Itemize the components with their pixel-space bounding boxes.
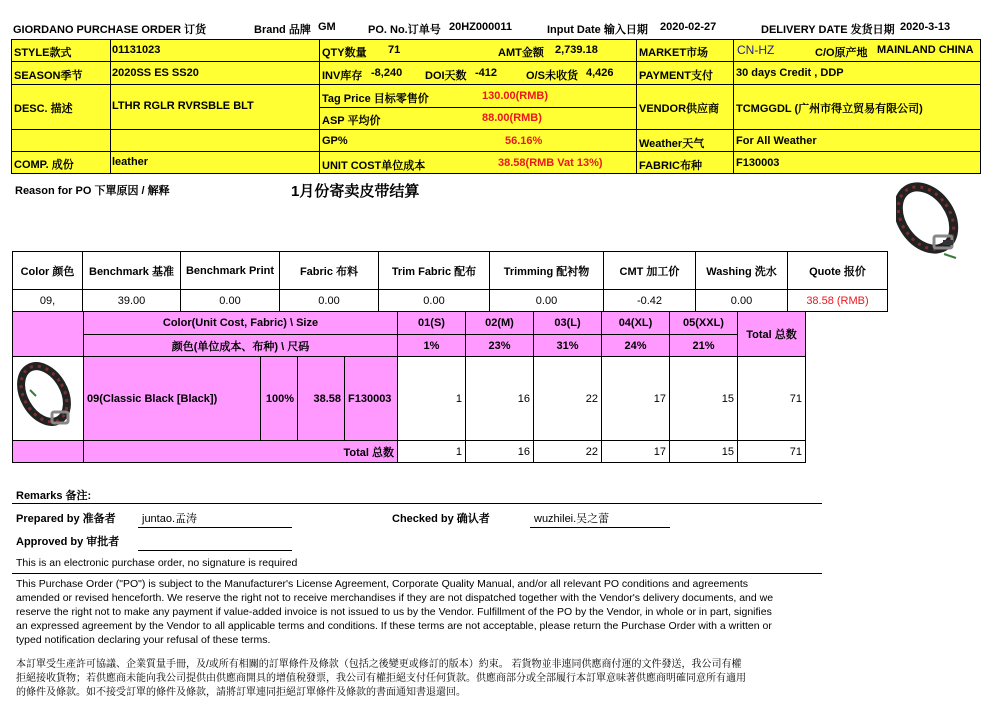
- grand-total: 71: [738, 441, 806, 463]
- doi-value: -412: [475, 67, 498, 79]
- bm-quote: 38.58 (RMB): [788, 290, 888, 312]
- season-value: 2020SS ES SS20: [112, 67, 199, 79]
- reason-value: 1月份寄卖皮带结算: [291, 183, 420, 200]
- row-fabric: F130003: [345, 357, 398, 441]
- row-product-thumbnail: [13, 357, 84, 441]
- bm-header-fabric: Fabric 布料: [280, 252, 379, 290]
- bm-color: 09,: [13, 290, 83, 312]
- total-qty-m: 16: [466, 441, 534, 463]
- bm-header-color: Color 颜色: [13, 252, 83, 290]
- row-qty-m: 16: [466, 357, 534, 441]
- fabric-value: F130003: [736, 157, 780, 169]
- size-pct-xxl: 21%: [670, 335, 738, 357]
- season-label: SEASON季节: [14, 70, 83, 82]
- origin-value: MAINLAND CHINA: [877, 44, 974, 56]
- size-name-l: 03(L): [534, 312, 602, 335]
- inv-value: -8,240: [371, 67, 403, 79]
- bm-header-quote: Quote 报价: [788, 252, 888, 290]
- prepared-by-value: juntao.孟涛: [142, 513, 198, 525]
- belt-product-image: [896, 178, 962, 262]
- tag-price-label: Tag Price 目标零售价: [322, 93, 429, 105]
- row-qty-s: 1: [398, 357, 466, 441]
- bm-header-benchmark-print: Benchmark Print: [181, 252, 280, 290]
- info-block: [11, 39, 981, 174]
- total-qty-s: 1: [398, 441, 466, 463]
- amt-label: AMT金额: [498, 47, 544, 59]
- po-number-label: PO. No.订单号: [368, 24, 441, 36]
- weather-label: Weather天气: [639, 138, 705, 150]
- row-qty-xl: 17: [602, 357, 670, 441]
- size-name-xxl: 05(XXL): [670, 312, 738, 335]
- size-name-m: 02(M): [466, 312, 534, 335]
- size-total-header: Total 总数: [738, 312, 806, 357]
- desc-value: LTHR RGLR RVRSBLE BLT: [112, 100, 254, 112]
- doi-label: DOI天数: [425, 70, 467, 82]
- bm-trim-fabric: 0.00: [379, 290, 490, 312]
- row-qty-xxl: 15: [670, 357, 738, 441]
- totals-row: [13, 441, 806, 463]
- bm-header-washing: Washing 洗水: [696, 252, 788, 290]
- comp-label: COMP. 成份: [14, 159, 74, 171]
- checked-by-label: Checked by 确认者: [392, 513, 490, 525]
- input-date-value: 2020-02-27: [660, 21, 717, 33]
- terms-english: This Purchase Order ("PO") is subject to the Manufacturer's License Agreement, Corporate Quality Manual, and/or all relevant PO conditions and agreements amended or revised henceforth. We reserve the right not to receive merchandises if they are not dispatched together with the Vendor's delivery documents, and we reserve the right not to make any payment if value-added invoice is not issued to us by the Vendor. Fulfillment of the PO by the Vendor, in whole or in part, signifies an expressed agreement by the Vendor to all applicable terms and conditions. If these terms are not acceptable, please return the Purchase Order with a written or typed notification declaring your refusal of these terms.: [16, 578, 774, 646]
- unit-cost-label: UNIT COST单位成本: [322, 160, 426, 172]
- brand-label: Brand 品牌: [254, 24, 311, 36]
- bm-fabric: 0.00: [280, 290, 379, 312]
- delivery-date-value: 2020-3-13: [900, 21, 951, 33]
- delivery-date-label: DELIVERY DATE 发货日期: [761, 24, 895, 36]
- style-value: 01131023: [112, 44, 161, 56]
- bm-header-cmt: CMT 加工价: [604, 252, 696, 290]
- remarks-label: Remarks 备注:: [16, 490, 92, 502]
- total-qty-xl: 17: [602, 441, 670, 463]
- row-cost: 38.58: [298, 357, 345, 441]
- totals-label: Total 总数: [84, 441, 398, 463]
- unit-cost-value: 38.58(RMB Vat 13%): [498, 157, 603, 169]
- checked-by-value: wuzhilei.吴之蕾: [534, 513, 610, 525]
- size-pct-s: 1%: [398, 335, 466, 357]
- table-row: [13, 357, 806, 441]
- fabric-label: FABRIC布种: [639, 160, 702, 172]
- tag-price-value: 130.00(RMB): [482, 90, 549, 102]
- amt-value: 2,739.18: [555, 44, 598, 56]
- gp-label: GP%: [322, 135, 348, 147]
- market-label: MARKET市场: [639, 47, 709, 59]
- vendor-value: TCMGGDL (广州市得立贸易有限公司): [736, 103, 923, 115]
- inv-label: INV库存: [322, 70, 363, 82]
- electronic-po-note: This is an electronic purchase order, no signature is required: [16, 557, 298, 569]
- vendor-label: VENDOR供应商: [639, 103, 720, 115]
- po-title: GIORDANO PURCHASE ORDER 订货: [13, 24, 207, 36]
- origin-label: C/O原产地: [815, 47, 868, 59]
- payment-value: 30 days Credit , DDP: [736, 67, 844, 79]
- size-breakdown-table: [12, 311, 806, 463]
- style-label: STYLE款式: [14, 47, 72, 59]
- total-qty-l: 22: [534, 441, 602, 463]
- gp-value: 56.16%: [505, 135, 543, 147]
- size-header-en: Color(Unit Cost, Fabric) \ Size: [84, 312, 398, 335]
- bm-header-trimming: Trimming 配衬物: [490, 252, 604, 290]
- size-name-xl: 04(XL): [602, 312, 670, 335]
- size-header-cn: 颜色(单位成本、布种) \ 尺码: [84, 335, 398, 357]
- os-label: O/S未收货: [526, 70, 578, 82]
- bm-trimming: 0.00: [490, 290, 604, 312]
- payment-label: PAYMENT支付: [639, 70, 713, 82]
- asp-value: 88.00(RMB): [482, 112, 542, 124]
- bm-header-trim-fabric: Trim Fabric 配布: [379, 252, 490, 290]
- size-pct-m: 23%: [466, 335, 534, 357]
- prepared-by-label: Prepared by 准备者: [16, 513, 116, 525]
- total-qty-xxl: 15: [670, 441, 738, 463]
- row-pct: 100%: [261, 357, 298, 441]
- belt-thumbnail-icon: [16, 360, 80, 434]
- asp-label: ASP 平均价: [322, 115, 381, 127]
- po-number-value: 20HZ000011: [449, 21, 512, 33]
- benchmark-table: [12, 251, 888, 312]
- desc-label: DESC. 描述: [14, 103, 73, 115]
- qty-value: 71: [388, 44, 401, 56]
- row-qty-l: 22: [534, 357, 602, 441]
- bm-washing: 0.00: [696, 290, 788, 312]
- comp-value: leather: [112, 156, 149, 168]
- input-date-label: Input Date 输入日期: [547, 24, 648, 36]
- terms-chinese: 本訂單受生產許可協議、企業質量手冊，及/或所有相關的訂單條件及條款（包括之後變更或修訂的版本）約束。 若貨物並非連同供應商付運的文件發送，我公司有權 拒絕接收貨物；若供應商未能向我公司提供由供應商開具的增值稅發票，我公司有權拒絕支付任何貨款。供應商部分或全部履行本訂單意味著供應商明確同意所有適用 的條件及條款。如不接受訂單的條件及條款，請將訂單連同拒絕訂單條件及條款的書面通知書退還回。: [16, 659, 746, 698]
- size-name-s: 01(S): [398, 312, 466, 335]
- approved-by-label: Approved by 审批者: [16, 536, 120, 548]
- reason-label: Reason for PO 下單原因 / 解释: [15, 185, 170, 197]
- brand-value: GM: [318, 21, 336, 33]
- size-pct-xl: 24%: [602, 335, 670, 357]
- bm-benchmark: 39.00: [83, 290, 181, 312]
- weather-value: For All Weather: [736, 135, 817, 147]
- bm-cmt: -0.42: [604, 290, 696, 312]
- row-color: 09(Classic Black [Black]): [84, 357, 261, 441]
- market-value: CN-HZ: [737, 43, 775, 57]
- size-pct-l: 31%: [534, 335, 602, 357]
- bm-benchmark-print: 0.00: [181, 290, 280, 312]
- os-value: 4,426: [586, 67, 614, 79]
- qty-label: QTY数量: [322, 47, 367, 59]
- bm-header-benchmark: Benchmark 基准: [83, 252, 181, 290]
- row-total: 71: [738, 357, 806, 441]
